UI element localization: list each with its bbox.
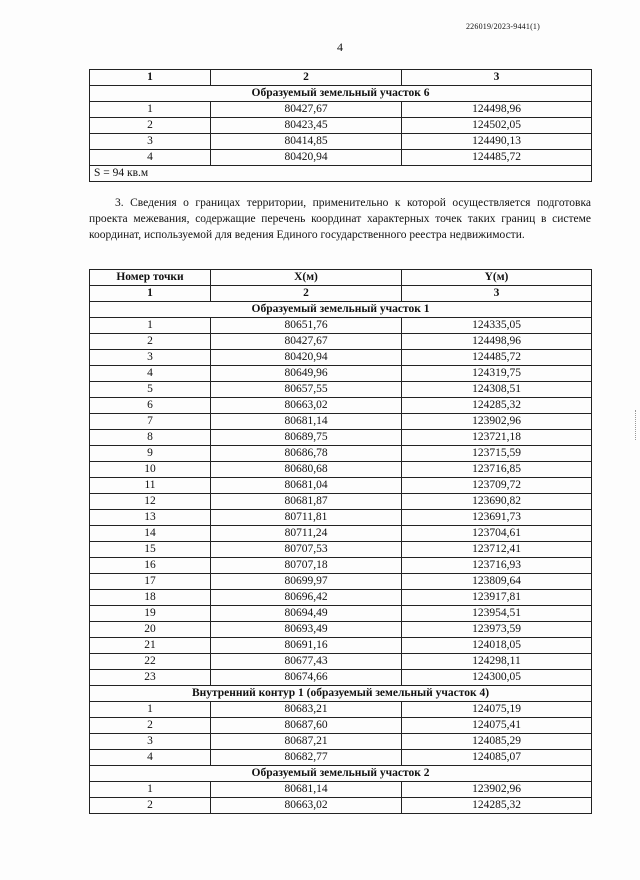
table-row [90, 446, 592, 462]
table-row [90, 510, 592, 526]
x-value: 80427,67 [211, 334, 402, 350]
y-value: 124319,75 [402, 366, 592, 382]
section-title: Образуемый земельный участок 2 [90, 766, 592, 782]
table-row [90, 494, 592, 510]
point-number: 3 [90, 134, 211, 150]
table-row [90, 318, 592, 334]
table-body [90, 270, 592, 814]
x-value: 80657,55 [211, 382, 402, 398]
point-number: 4 [90, 366, 211, 382]
point-number: 9 [90, 446, 211, 462]
x-value: 80689,75 [211, 430, 402, 446]
header-row [90, 270, 592, 286]
y-value: 123690,82 [402, 494, 592, 510]
column-number: 2 [211, 286, 402, 302]
y-value: 123917,81 [402, 590, 592, 606]
x-value: 80674,66 [211, 670, 402, 686]
column-number-row [90, 70, 592, 86]
y-value: 123691,73 [402, 510, 592, 526]
x-value: 80681,87 [211, 494, 402, 510]
section-title: Образуемый земельный участок 6 [90, 86, 592, 102]
y-value: 123712,41 [402, 542, 592, 558]
y-value: 123709,72 [402, 478, 592, 494]
x-value: 80680,68 [211, 462, 402, 478]
point-number: 8 [90, 430, 211, 446]
area-value: S = 94 кв.м [90, 166, 592, 182]
x-value: 80677,43 [211, 654, 402, 670]
y-value: 124085,29 [402, 734, 592, 750]
x-value: 80696,42 [211, 590, 402, 606]
table-row [90, 150, 592, 166]
point-number: 3 [90, 350, 211, 366]
point-number: 2 [90, 118, 211, 134]
point-number: 5 [90, 382, 211, 398]
y-value: 124498,96 [402, 102, 592, 118]
y-value: 124075,41 [402, 718, 592, 734]
table-row [90, 622, 592, 638]
x-value: 80681,14 [211, 782, 402, 798]
y-value: 124285,32 [402, 798, 592, 814]
y-value: 123704,61 [402, 526, 592, 542]
coordinates-table-territory [89, 269, 592, 814]
table-row [90, 606, 592, 622]
y-value: 123716,85 [402, 462, 592, 478]
y-value: 123902,96 [402, 414, 592, 430]
point-number: 13 [90, 510, 211, 526]
section-title-row [90, 302, 592, 318]
x-value: 80681,14 [211, 414, 402, 430]
margin-mark [633, 410, 636, 440]
y-value: 124300,05 [402, 670, 592, 686]
x-value: 80691,16 [211, 638, 402, 654]
table-row [90, 542, 592, 558]
x-value: 80681,04 [211, 478, 402, 494]
x-value: 80427,67 [211, 102, 402, 118]
y-value: 124490,13 [402, 134, 592, 150]
y-value: 123809,64 [402, 574, 592, 590]
point-number: 19 [90, 606, 211, 622]
point-number: 11 [90, 478, 211, 494]
table-row [90, 398, 592, 414]
column-number: 1 [90, 286, 211, 302]
y-value: 124298,11 [402, 654, 592, 670]
x-value: 80693,49 [211, 622, 402, 638]
y-value: 123715,59 [402, 446, 592, 462]
point-number: 17 [90, 574, 211, 590]
y-value: 123973,59 [402, 622, 592, 638]
column-number: 3 [402, 286, 592, 302]
y-value: 124335,05 [402, 318, 592, 334]
point-number: 22 [90, 654, 211, 670]
table-row [90, 414, 592, 430]
y-value: 123721,18 [402, 430, 592, 446]
y-value: 124085,07 [402, 750, 592, 766]
table-row [90, 134, 592, 150]
table-row [90, 102, 592, 118]
y-value: 123954,51 [402, 606, 592, 622]
table-row [90, 798, 592, 814]
x-value: 80663,02 [211, 398, 402, 414]
table-row [90, 734, 592, 750]
table-row [90, 366, 592, 382]
coordinates-table-plot-6 [89, 69, 592, 182]
section-title: Образуемый земельный участок 1 [90, 302, 592, 318]
x-value: 80687,21 [211, 734, 402, 750]
x-value: 80414,85 [211, 134, 402, 150]
x-value: 80649,96 [211, 366, 402, 382]
point-number: 20 [90, 622, 211, 638]
point-number: 21 [90, 638, 211, 654]
point-number: 14 [90, 526, 211, 542]
table-row [90, 558, 592, 574]
table-row [90, 574, 592, 590]
document-number: 226019/2023-9441(1) [465, 22, 540, 31]
section-3-paragraph: 3. Сведения о границах территории, применительно к которой осуществляется подготовка проекта межевания, содержащие перечень координат характерных точек таких границ в системе координат, используемой для ведения Единого государственного реестра недвижимости. [89, 197, 591, 241]
column-number: 3 [402, 70, 592, 86]
table-row [90, 590, 592, 606]
table-row [90, 382, 592, 398]
page-number: 4 [337, 40, 343, 54]
column-number-row [90, 286, 592, 302]
point-number: 15 [90, 542, 211, 558]
x-value: 80707,18 [211, 558, 402, 574]
point-number: 23 [90, 670, 211, 686]
x-value: 80686,78 [211, 446, 402, 462]
y-value: 124075,19 [402, 702, 592, 718]
header-point-number: Номер точки [90, 270, 211, 286]
point-number: 1 [90, 702, 211, 718]
x-value: 80711,81 [211, 510, 402, 526]
table-row [90, 718, 592, 734]
x-value: 80663,02 [211, 798, 402, 814]
table-row [90, 350, 592, 366]
point-number: 18 [90, 590, 211, 606]
header-y: Y(м) [402, 270, 592, 286]
header-x: X(м) [211, 270, 402, 286]
table-row [90, 430, 592, 446]
y-value: 124308,51 [402, 382, 592, 398]
table-row [90, 670, 592, 686]
table-row [90, 118, 592, 134]
x-value: 80420,94 [211, 150, 402, 166]
point-number: 2 [90, 718, 211, 734]
table-row [90, 478, 592, 494]
x-value: 80651,76 [211, 318, 402, 334]
y-value: 124285,32 [402, 398, 592, 414]
x-value: 80683,21 [211, 702, 402, 718]
table-row [90, 782, 592, 798]
x-value: 80707,53 [211, 542, 402, 558]
x-value: 80682,77 [211, 750, 402, 766]
table-row [90, 654, 592, 670]
point-number: 1 [90, 318, 211, 334]
point-number: 4 [90, 750, 211, 766]
section-title: Внутренний контур 1 (образуемый земельный участок 4) [90, 686, 592, 702]
table-row [90, 750, 592, 766]
point-number: 3 [90, 734, 211, 750]
point-number: 4 [90, 150, 211, 166]
point-number: 7 [90, 414, 211, 430]
point-number: 1 [90, 102, 211, 118]
point-number: 1 [90, 782, 211, 798]
column-number: 1 [90, 70, 211, 86]
x-value: 80420,94 [211, 350, 402, 366]
section-title-row [90, 86, 592, 102]
y-value: 123902,96 [402, 782, 592, 798]
section-title-row [90, 686, 592, 702]
x-value: 80699,97 [211, 574, 402, 590]
point-number: 6 [90, 398, 211, 414]
y-value: 124502,05 [402, 118, 592, 134]
point-number: 12 [90, 494, 211, 510]
table-row [90, 702, 592, 718]
y-value: 124018,05 [402, 638, 592, 654]
area-row [90, 166, 592, 182]
y-value: 124498,96 [402, 334, 592, 350]
y-value: 124485,72 [402, 350, 592, 366]
x-value: 80423,45 [211, 118, 402, 134]
y-value: 123716,93 [402, 558, 592, 574]
table-row [90, 526, 592, 542]
y-value: 124485,72 [402, 150, 592, 166]
point-number: 10 [90, 462, 211, 478]
point-number: 16 [90, 558, 211, 574]
column-number: 2 [211, 70, 402, 86]
table-row [90, 462, 592, 478]
table-row [90, 638, 592, 654]
point-number: 2 [90, 798, 211, 814]
table-row [90, 334, 592, 350]
section-title-row [90, 766, 592, 782]
point-number: 2 [90, 334, 211, 350]
x-value: 80687,60 [211, 718, 402, 734]
x-value: 80694,49 [211, 606, 402, 622]
x-value: 80711,24 [211, 526, 402, 542]
